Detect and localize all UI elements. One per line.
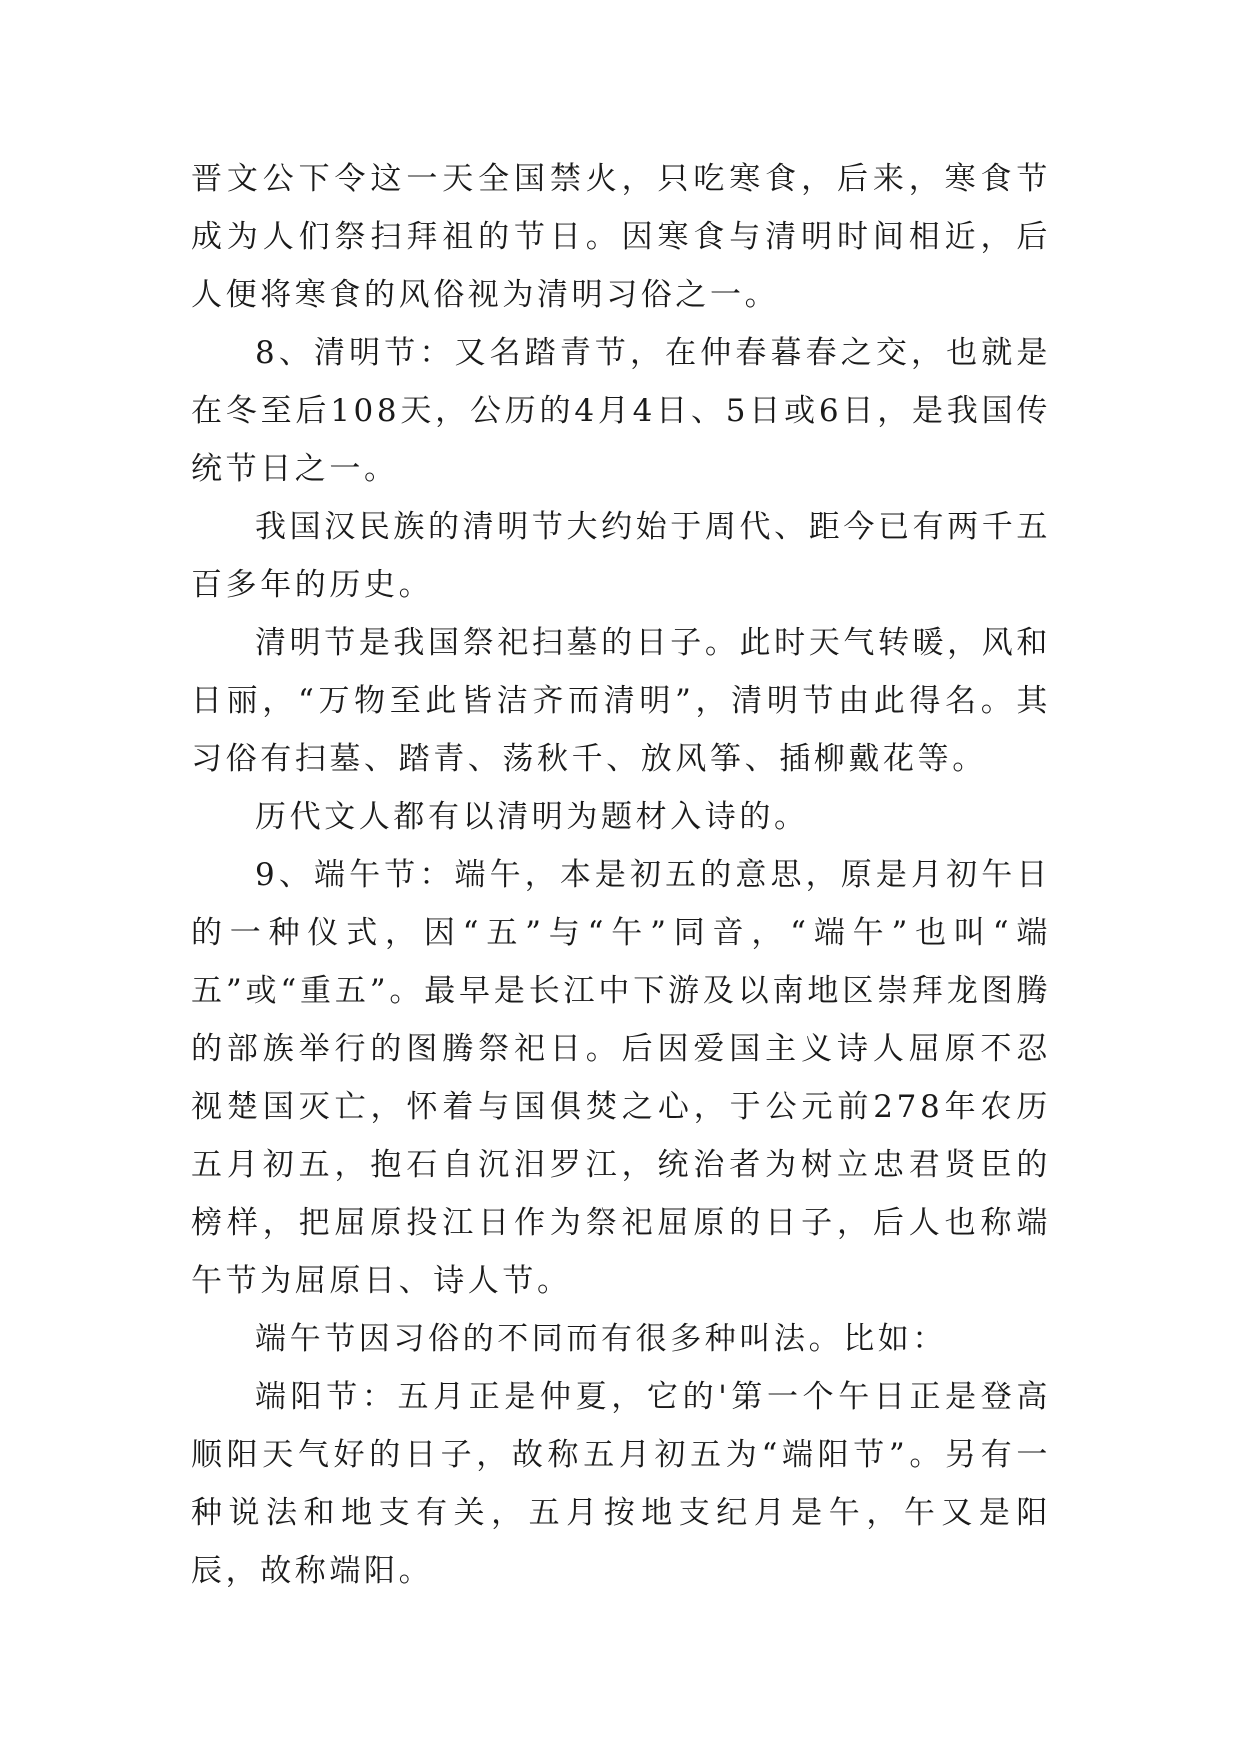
paragraph-qingming-customs: 清明节是我国祭祀扫墓的日子。此时天气转暖，风和日丽，“万物至此皆洁齐而清明”，清明节由此得名。其习俗有扫墓、踏青、荡秋千、放风筝、插柳戴花等。	[191, 625, 1051, 777]
paragraph-qingming-history: 我国汉民族的清明节大约始于周代、距今已有两千五百多年的历史。	[191, 509, 1051, 603]
paragraph-duanwu-definition: 9、端午节：端午，本是初五的意思，原是月初午日的一种仪式，因“五”与“午”同音，“端午”也叫“端五”或“重五”。最早是长江中下游及以南地区崇拜龙图腾的部族举行的图腾祭祀日。后因爱国主义诗人屈原不忍视楚国灭亡，怀着与国俱焚之心，于公元前278年农历五月初五，抱石自沉汨罗江，统治者为树立忠君贤臣的榜样，把屈原投江日作为祭祀屈原的日子，后人也称端午节为屈原日、诗人节。	[191, 857, 1051, 1299]
document-page	[191, 150, 1051, 1600]
paragraph-duanwu-names-intro: 端午节因习俗的不同而有很多种叫法。比如：	[255, 1321, 947, 1357]
paragraph-qingming-poetry: 历代文人都有以清明为题材入诗的。	[255, 799, 809, 835]
paragraph-qingming-definition: 8、清明节：又名踏青节，在仲春暮春之交，也就是在冬至后108天，公历的4月4日、5日或6日，是我国传统节日之一。	[191, 335, 1051, 487]
paragraph-hanshi-origin: 晋文公下令这一天全国禁火，只吃寒食，后来，寒食节成为人们祭扫拜祖的节日。因寒食与清明时间相近，后人便将寒食的风俗视为清明习俗之一。	[191, 161, 1051, 313]
paragraph-duanyang-festival: 端阳节：五月正是仲夏，它的'第一个午日正是登高顺阳天气好的日子，故称五月初五为“端阳节”。另有一种说法和地支有关，五月按地支纪月是午，午又是阳辰，故称端阳。	[191, 1379, 1051, 1589]
